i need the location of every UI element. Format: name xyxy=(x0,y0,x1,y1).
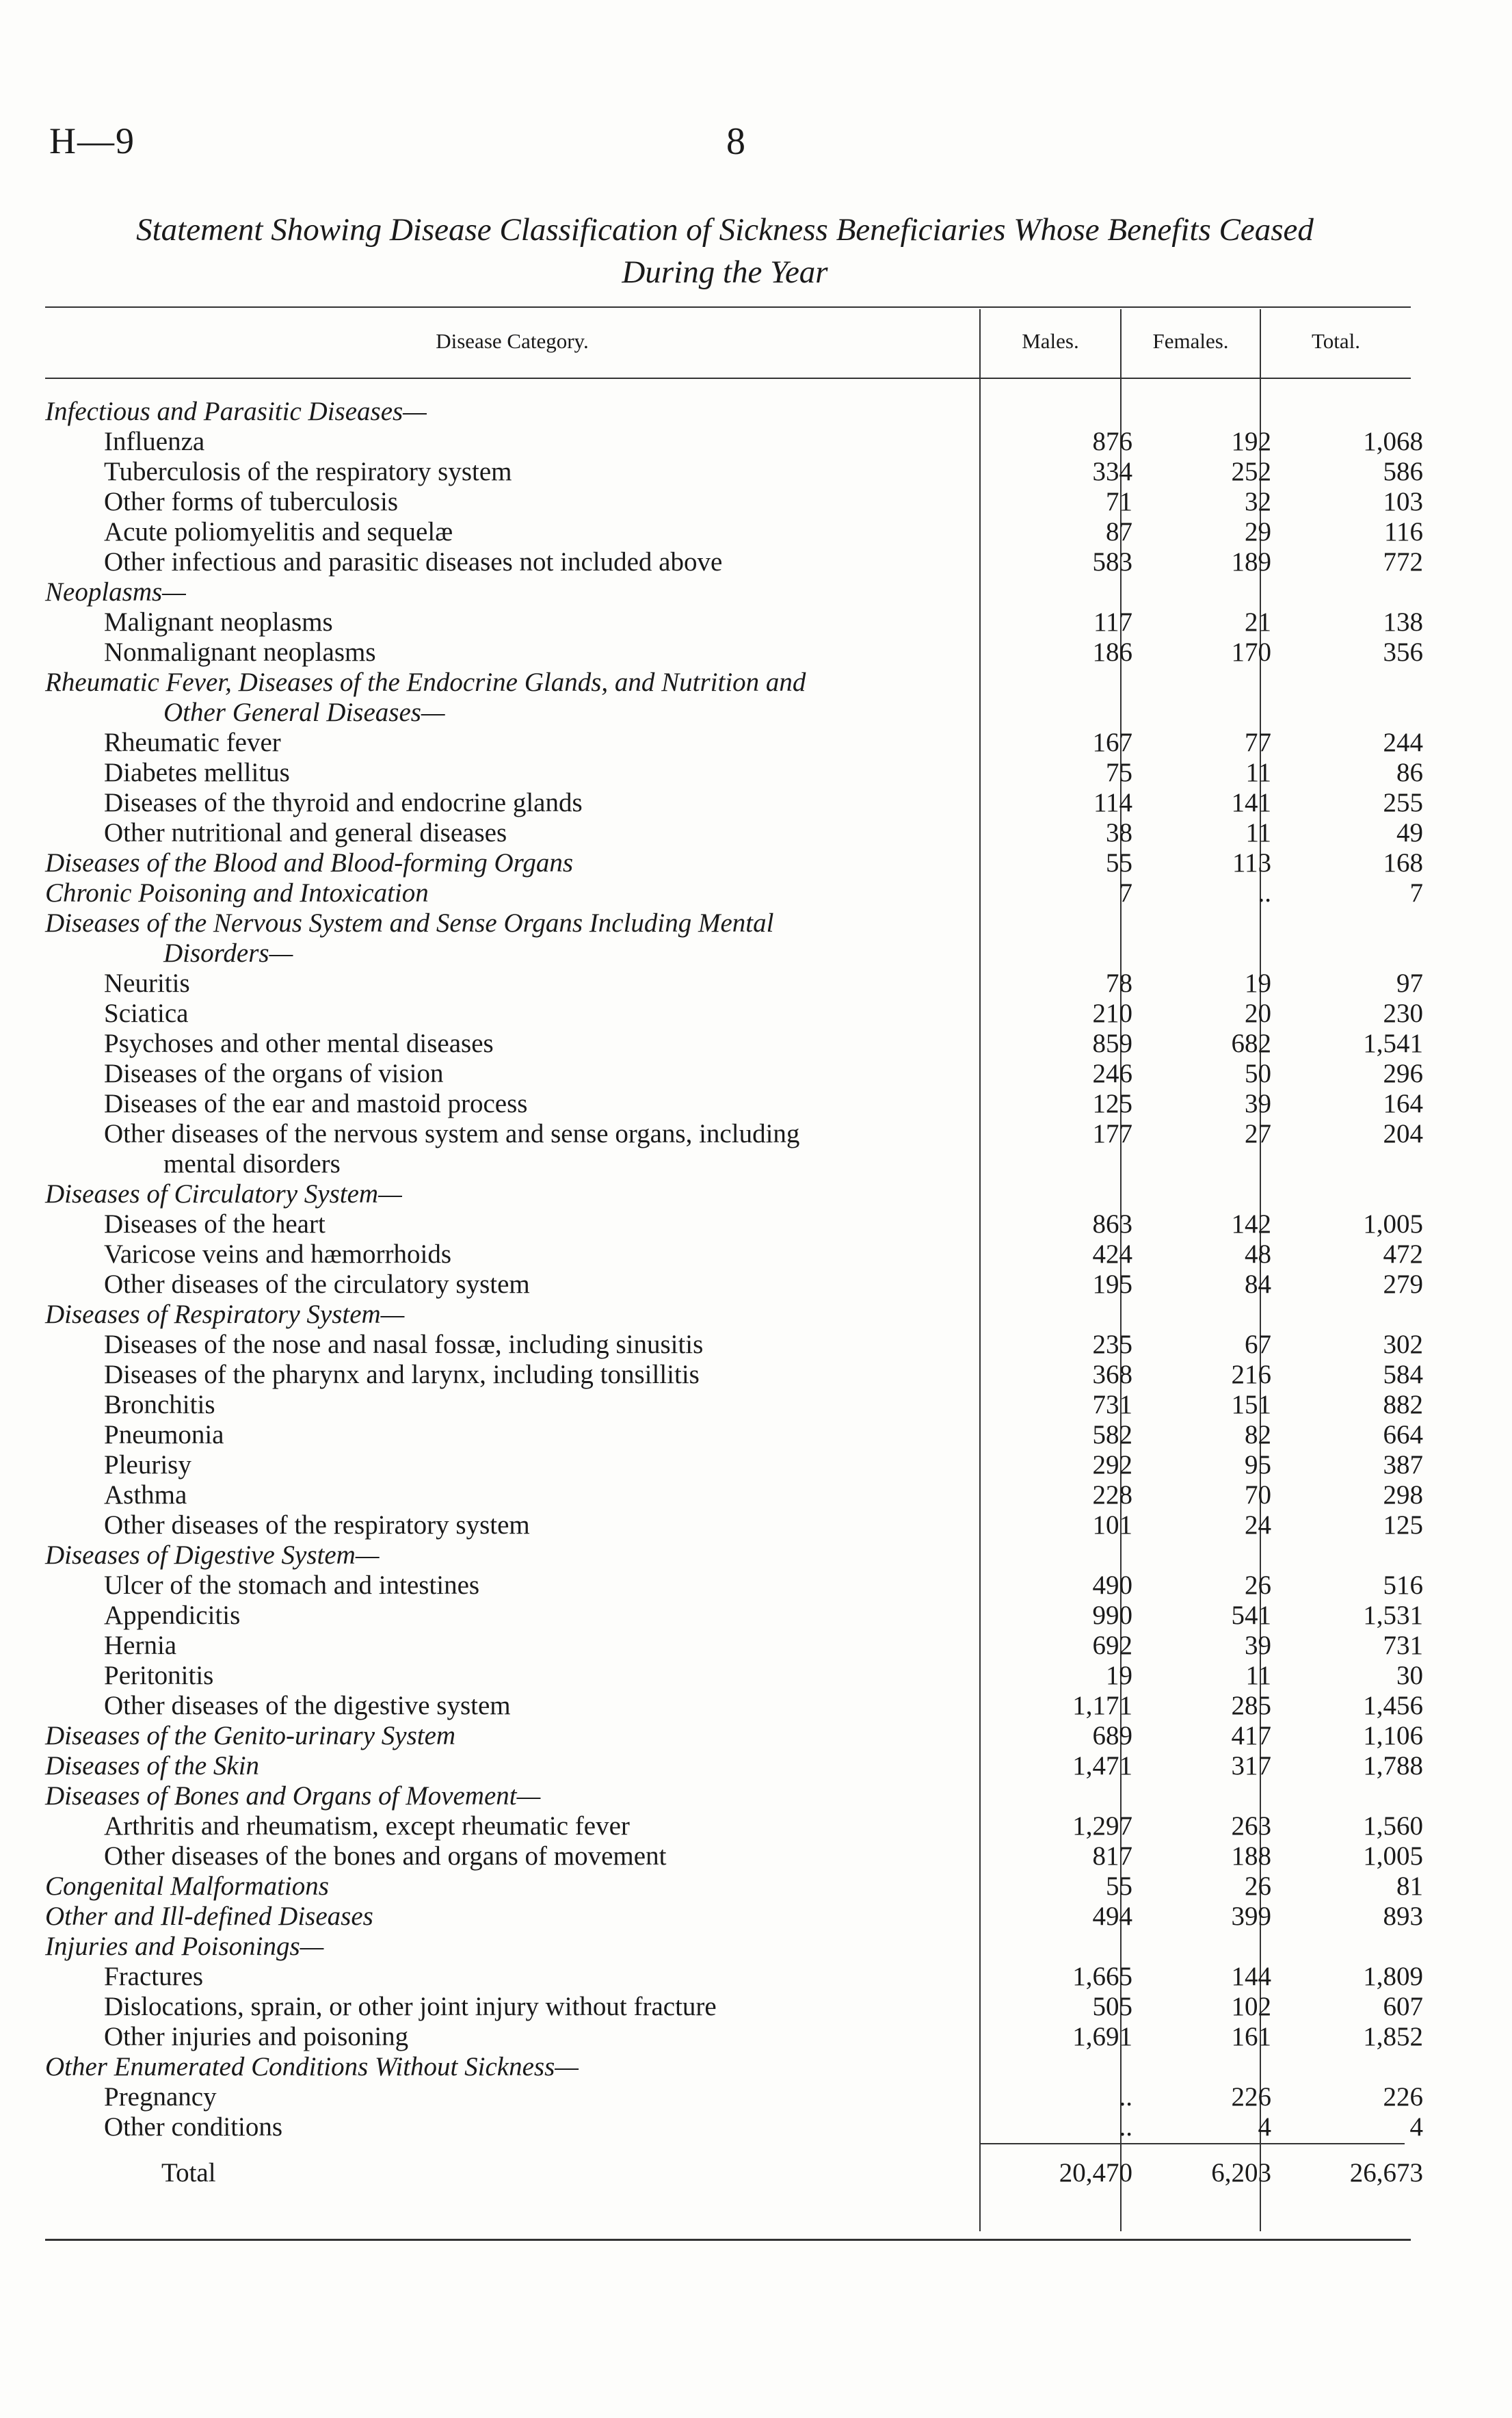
males-value: 424 xyxy=(1092,1239,1132,1269)
females-value: 67 xyxy=(1245,1330,1271,1359)
total-value: 1,560 xyxy=(1363,1811,1423,1841)
total-value: 1,809 xyxy=(1363,1962,1423,1991)
total-value: 103 xyxy=(1383,487,1423,516)
females-value: 95 xyxy=(1245,1450,1271,1480)
females-value: 142 xyxy=(1231,1209,1271,1239)
title-line-2: During the Year xyxy=(622,254,828,290)
table-row xyxy=(45,668,1411,698)
row-label: Other forms of tuberculosis xyxy=(104,487,398,516)
total-value: 1,005 xyxy=(1363,1841,1423,1871)
males-value: 38 xyxy=(1106,818,1132,847)
males-value: .. xyxy=(1119,2082,1132,2112)
total-label: Total xyxy=(161,2158,216,2187)
table-row xyxy=(45,1209,1423,1239)
row-label: Diseases of Circulatory System— xyxy=(45,1179,402,1209)
table-row xyxy=(45,1059,1423,1089)
page-reference: H—9 xyxy=(49,120,135,161)
females-value: 48 xyxy=(1245,1239,1271,1269)
table-row xyxy=(45,517,1423,547)
males-value: 228 xyxy=(1092,1480,1132,1510)
total-value: 296 xyxy=(1383,1059,1423,1088)
females-value: 26 xyxy=(1245,1871,1271,1901)
row-label: Other diseases of the digestive system xyxy=(104,1691,511,1720)
total-value: 1,068 xyxy=(1363,427,1423,456)
females-value: 682 xyxy=(1231,1029,1271,1058)
females-value: 19 xyxy=(1245,969,1271,998)
females-value: 252 xyxy=(1231,457,1271,486)
row-label: Infectious and Parasitic Diseases— xyxy=(45,397,427,426)
total-row xyxy=(45,2158,1423,2188)
total-value: 97 xyxy=(1396,969,1423,998)
row-label: Other diseases of the circulatory system xyxy=(104,1270,530,1299)
row-label: Pleurisy xyxy=(104,1450,191,1480)
table-row xyxy=(45,848,1423,878)
total-value: 1,106 xyxy=(1363,1721,1423,1750)
row-label: Sciatica xyxy=(104,999,189,1028)
table-row xyxy=(45,2112,1423,2142)
row-label: Malignant neoplasms xyxy=(104,607,333,637)
table-header-rule xyxy=(45,378,1411,379)
males-value: 117 xyxy=(1093,607,1132,637)
table-row xyxy=(45,547,1423,577)
total-value: 607 xyxy=(1383,1992,1423,2021)
males-value: 1,171 xyxy=(1072,1691,1132,1720)
females-value: 32 xyxy=(1245,487,1271,516)
table-row xyxy=(45,1420,1423,1450)
males-value: 101 xyxy=(1092,1510,1132,1540)
table-row xyxy=(45,397,1411,427)
females-value: 82 xyxy=(1245,1420,1271,1449)
table-row xyxy=(45,788,1423,818)
table-row xyxy=(45,2082,1423,2112)
row-label: Nonmalignant neoplasms xyxy=(104,638,376,667)
row-label: mental disorders xyxy=(163,1149,341,1179)
table-row xyxy=(45,1540,1411,1571)
table-row xyxy=(45,1239,1423,1270)
males-value: 494 xyxy=(1092,1902,1132,1931)
females-value: 113 xyxy=(1232,848,1271,878)
row-label: Diabetes mellitus xyxy=(104,758,290,787)
males-value: 87 xyxy=(1106,517,1132,547)
table-row xyxy=(45,1781,1411,1811)
total-value: 7 xyxy=(1409,878,1423,908)
table-row xyxy=(45,1751,1423,1781)
row-label: Other Enumerated Conditions Without Sickness— xyxy=(45,2052,579,2081)
females-value: 141 xyxy=(1231,788,1271,817)
total-females: 6,203 xyxy=(1211,2158,1271,2187)
table-row xyxy=(45,1601,1423,1631)
table-row xyxy=(45,1300,1411,1330)
table-row xyxy=(45,1360,1423,1390)
row-label: Diseases of the organs of vision xyxy=(104,1059,444,1088)
females-value: 39 xyxy=(1245,1631,1271,1660)
table-body xyxy=(45,397,1423,2188)
row-label: Arthritis and rheumatism, except rheumatic fever xyxy=(104,1811,630,1841)
column-header-category: Disease Category. xyxy=(436,329,589,353)
females-value: .. xyxy=(1258,878,1271,908)
females-value: 317 xyxy=(1231,1751,1271,1780)
males-value: 689 xyxy=(1092,1721,1132,1750)
table-row xyxy=(45,1962,1423,1992)
table-row xyxy=(45,1902,1423,1932)
males-value: 167 xyxy=(1092,728,1132,757)
females-value: 26 xyxy=(1245,1571,1271,1600)
total-value: 1,456 xyxy=(1363,1691,1423,1720)
table-row xyxy=(45,1480,1423,1510)
males-value: 582 xyxy=(1092,1420,1132,1449)
total-value: 298 xyxy=(1383,1480,1423,1510)
row-label: Other diseases of the bones and organs of movement xyxy=(104,1841,667,1871)
males-value: 292 xyxy=(1092,1450,1132,1480)
females-value: 84 xyxy=(1245,1270,1271,1299)
total-males: 20,470 xyxy=(1059,2158,1132,2187)
males-value: 195 xyxy=(1092,1270,1132,1299)
row-label: Diseases of the thyroid and endocrine glands xyxy=(104,788,583,817)
males-value: 55 xyxy=(1106,1871,1132,1901)
title-line-1: Statement Showing Disease Classification of Sickness Beneficiaries Whose Benefits Ceased xyxy=(136,212,1314,248)
row-label: Diseases of the heart xyxy=(104,1209,326,1239)
row-label: Pneumonia xyxy=(104,1420,224,1449)
males-value: 817 xyxy=(1092,1841,1132,1871)
males-value: 1,471 xyxy=(1072,1751,1132,1780)
females-value: 188 xyxy=(1231,1841,1271,1871)
males-value: .. xyxy=(1119,2112,1132,2142)
table-row xyxy=(45,1119,1423,1149)
males-value: 75 xyxy=(1106,758,1132,787)
table-row xyxy=(45,1330,1423,1360)
females-value: 20 xyxy=(1245,999,1271,1028)
table-top-rule xyxy=(45,306,1411,308)
row-label: Neuritis xyxy=(104,969,190,998)
page-title xyxy=(41,209,1409,293)
table-row xyxy=(45,758,1423,788)
total-value: 516 xyxy=(1383,1571,1423,1600)
total-value: 387 xyxy=(1383,1450,1423,1480)
column-header-males: Males. xyxy=(1022,329,1079,353)
total-value: 168 xyxy=(1383,848,1423,878)
total-value: 893 xyxy=(1383,1902,1423,1931)
table-row xyxy=(45,908,1411,938)
females-value: 161 xyxy=(1231,2022,1271,2051)
females-value: 151 xyxy=(1231,1390,1271,1419)
females-value: 21 xyxy=(1245,607,1271,637)
total-value: 138 xyxy=(1383,607,1423,637)
females-value: 11 xyxy=(1245,818,1271,847)
row-label: Neoplasms— xyxy=(45,577,186,607)
males-value: 210 xyxy=(1092,999,1132,1028)
table-row xyxy=(45,1841,1423,1871)
column-header-females: Females. xyxy=(1152,329,1229,353)
table-row xyxy=(45,1691,1423,1721)
total-value: 1,531 xyxy=(1363,1601,1423,1630)
row-label: Other infectious and parasitic diseases not included above xyxy=(104,547,723,577)
table-row xyxy=(45,1871,1423,1902)
row-label: Rheumatic fever xyxy=(104,728,281,757)
males-value: 114 xyxy=(1093,788,1132,817)
row-label: Diseases of Bones and Organs of Movement— xyxy=(45,1781,541,1811)
total-value: 4 xyxy=(1409,2112,1423,2142)
females-value: 11 xyxy=(1245,758,1271,787)
table-row xyxy=(45,1029,1423,1059)
row-label: Asthma xyxy=(104,1480,187,1510)
row-label: Acute poliomyelitis and sequelæ xyxy=(104,517,453,547)
males-value: 692 xyxy=(1092,1631,1132,1660)
total-value: 1,852 xyxy=(1363,2022,1423,2051)
row-label: Diseases of the Genito-urinary System xyxy=(45,1721,456,1750)
females-value: 226 xyxy=(1231,2082,1271,2112)
females-value: 189 xyxy=(1231,547,1271,577)
row-label: Other injuries and poisoning xyxy=(104,2022,409,2051)
total-value: 86 xyxy=(1396,758,1423,787)
row-label: Peritonitis xyxy=(104,1661,214,1690)
row-label: Rheumatic Fever, Diseases of the Endocrine Glands, and Nutrition and xyxy=(45,668,806,697)
total-value: 772 xyxy=(1383,547,1423,577)
females-value: 77 xyxy=(1245,728,1271,757)
row-label: Diseases of the Nervous System and Sense Organs Including Mental xyxy=(45,908,774,938)
females-value: 70 xyxy=(1245,1480,1271,1510)
males-value: 19 xyxy=(1106,1661,1132,1690)
row-label: Psychoses and other mental diseases xyxy=(104,1029,494,1058)
males-value: 1,665 xyxy=(1072,1962,1132,1991)
females-value: 144 xyxy=(1231,1962,1271,1991)
table-row xyxy=(45,2052,1411,2082)
females-value: 102 xyxy=(1231,1992,1271,2021)
row-label: Congenital Malformations xyxy=(45,1871,329,1901)
table-row xyxy=(45,1721,1423,1751)
row-label: Diseases of Respiratory System— xyxy=(45,1300,405,1329)
row-label: Hernia xyxy=(104,1631,177,1660)
page-number: 8 xyxy=(726,120,745,163)
females-value: 285 xyxy=(1231,1691,1271,1720)
table-row xyxy=(45,818,1423,848)
row-label: Other and Ill-defined Diseases xyxy=(45,1902,373,1931)
table-row xyxy=(45,878,1423,908)
males-value: 863 xyxy=(1092,1209,1132,1239)
total-value: 302 xyxy=(1383,1330,1423,1359)
table-row xyxy=(45,999,1423,1029)
total-value: 164 xyxy=(1383,1089,1423,1118)
column-header-total: Total. xyxy=(1311,329,1360,353)
total-value: 204 xyxy=(1383,1119,1423,1148)
females-value: 27 xyxy=(1245,1119,1271,1148)
total-value: 731 xyxy=(1383,1631,1423,1660)
table-row xyxy=(45,1089,1423,1119)
row-label: Injuries and Poisonings— xyxy=(45,1932,324,1961)
total-value: 49 xyxy=(1396,818,1423,847)
total-value: 586 xyxy=(1383,457,1423,486)
total-value: 230 xyxy=(1383,999,1423,1028)
males-value: 731 xyxy=(1092,1390,1132,1419)
row-label: Tuberculosis of the respiratory system xyxy=(104,457,512,486)
table-row xyxy=(45,607,1423,638)
total-value: 664 xyxy=(1383,1420,1423,1449)
row-label: Other General Diseases— xyxy=(163,698,445,727)
males-value: 334 xyxy=(1092,457,1132,486)
row-label: Influenza xyxy=(104,427,205,456)
total-value: 279 xyxy=(1383,1270,1423,1299)
females-value: 11 xyxy=(1245,1661,1271,1690)
row-label: Other diseases of the nervous system and sense organs, including xyxy=(104,1119,800,1148)
females-value: 39 xyxy=(1245,1089,1271,1118)
row-label: Other nutritional and general diseases xyxy=(104,818,507,847)
row-label: Disorders— xyxy=(163,938,293,968)
males-value: 859 xyxy=(1092,1029,1132,1058)
females-value: 50 xyxy=(1245,1059,1271,1088)
row-label: Bronchitis xyxy=(104,1390,215,1419)
females-value: 4 xyxy=(1258,2112,1271,2142)
row-label: Fractures xyxy=(104,1962,204,1991)
row-label: Diseases of the nose and nasal fossæ, including sinusitis xyxy=(104,1330,704,1359)
total-value: 81 xyxy=(1396,1871,1423,1901)
row-label: Diseases of Digestive System— xyxy=(45,1540,380,1570)
males-value: 1,691 xyxy=(1072,2022,1132,2051)
females-value: 170 xyxy=(1231,638,1271,667)
table-row xyxy=(45,1811,1423,1841)
row-label: Diseases of the Blood and Blood-forming Organs xyxy=(45,848,574,878)
total-value: 116 xyxy=(1383,517,1423,547)
females-value: 417 xyxy=(1231,1721,1271,1750)
total-value: 356 xyxy=(1383,638,1423,667)
table-row xyxy=(45,1631,1423,1661)
total-value: 255 xyxy=(1383,788,1423,817)
row-label: Pregnancy xyxy=(104,2082,217,2112)
females-value: 399 xyxy=(1231,1902,1271,1931)
females-value: 216 xyxy=(1231,1360,1271,1389)
males-value: 186 xyxy=(1092,638,1132,667)
row-label: Appendicitis xyxy=(104,1601,241,1630)
table-row xyxy=(45,2022,1423,2052)
males-value: 78 xyxy=(1106,969,1132,998)
males-value: 71 xyxy=(1106,487,1132,516)
row-label: Other diseases of the respiratory system xyxy=(104,1510,530,1540)
table-row xyxy=(45,1390,1423,1420)
total-value: 584 xyxy=(1383,1360,1423,1389)
table-row xyxy=(45,728,1423,758)
males-value: 368 xyxy=(1092,1360,1132,1389)
table-row xyxy=(45,1450,1423,1480)
total-value: 1,005 xyxy=(1363,1209,1423,1239)
females-value: 24 xyxy=(1245,1510,1271,1540)
males-value: 7 xyxy=(1119,878,1132,908)
table-row xyxy=(45,638,1423,668)
row-label: Diseases of the Skin xyxy=(45,1751,260,1780)
males-value: 1,297 xyxy=(1072,1811,1132,1841)
table-row xyxy=(45,1510,1423,1540)
grand-total: 26,673 xyxy=(1349,2158,1423,2187)
table-row xyxy=(45,1270,1423,1300)
table-row xyxy=(45,427,1423,457)
males-value: 490 xyxy=(1092,1571,1132,1600)
table-row xyxy=(45,577,1411,607)
males-value: 235 xyxy=(1092,1330,1132,1359)
total-value: 244 xyxy=(1383,728,1423,757)
males-value: 177 xyxy=(1092,1119,1132,1148)
total-value: 1,788 xyxy=(1363,1751,1423,1780)
females-value: 29 xyxy=(1245,517,1271,547)
table-row xyxy=(45,698,1411,728)
table-row xyxy=(45,457,1423,487)
males-value: 55 xyxy=(1106,848,1132,878)
table-row xyxy=(45,1992,1423,2022)
table-row xyxy=(45,1149,1411,1179)
row-label: Chronic Poisoning and Intoxication xyxy=(45,878,429,908)
males-value: 246 xyxy=(1092,1059,1132,1088)
females-value: 263 xyxy=(1231,1811,1271,1841)
table-row xyxy=(45,969,1423,999)
table-bottom-rule xyxy=(45,2239,1411,2241)
table-row xyxy=(45,487,1423,517)
row-label: Ulcer of the stomach and intestines xyxy=(104,1571,480,1600)
total-rule xyxy=(981,2143,1405,2144)
table-row xyxy=(45,1932,1411,1962)
total-value: 226 xyxy=(1383,2082,1423,2112)
total-value: 125 xyxy=(1383,1510,1423,1540)
table-row xyxy=(45,1571,1423,1601)
table-row xyxy=(45,938,1411,969)
total-value: 30 xyxy=(1396,1661,1423,1690)
total-value: 1,541 xyxy=(1363,1029,1423,1058)
females-value: 192 xyxy=(1231,427,1271,456)
males-value: 990 xyxy=(1092,1601,1132,1630)
row-label: Diseases of the ear and mastoid process xyxy=(104,1089,528,1118)
males-value: 505 xyxy=(1092,1992,1132,2021)
table-row xyxy=(45,1179,1411,1209)
table-row xyxy=(45,1661,1423,1691)
total-value: 472 xyxy=(1383,1239,1423,1269)
males-value: 876 xyxy=(1092,427,1132,456)
total-value: 882 xyxy=(1383,1390,1423,1419)
row-label: Varicose veins and hæmorrhoids xyxy=(104,1239,451,1269)
males-value: 125 xyxy=(1092,1089,1132,1118)
males-value: 583 xyxy=(1092,547,1132,577)
females-value: 541 xyxy=(1231,1601,1271,1630)
row-label: Dislocations, sprain, or other joint injury without fracture xyxy=(104,1992,717,2021)
row-label: Other conditions xyxy=(104,2112,283,2142)
row-label: Diseases of the pharynx and larynx, including tonsillitis xyxy=(104,1360,700,1389)
